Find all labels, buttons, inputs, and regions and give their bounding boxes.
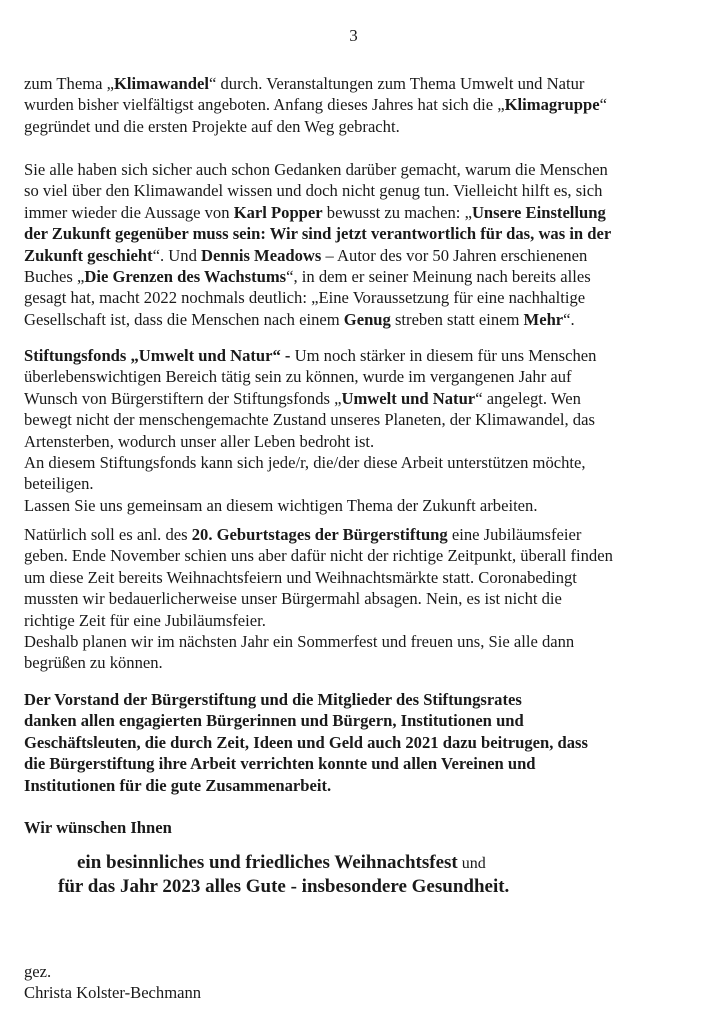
text-line xyxy=(24,180,611,201)
bold-text: Geschäftsleuten, die durch Zeit, Ideen und Geld auch 2021 dazu beitrugen, dass xyxy=(24,732,588,752)
text-line xyxy=(24,817,172,838)
text-line xyxy=(24,73,607,94)
bold-text: Unsere Einstellung xyxy=(471,202,606,222)
bold-text: Institutionen für die gute Zusammenarbeit. xyxy=(24,775,332,795)
text-line xyxy=(24,452,596,473)
bold-text: Die Grenzen des Wachstums xyxy=(84,267,287,287)
text: “ durch. Veranstaltungen zum Thema Umwelt und Natur xyxy=(208,74,585,93)
text: “. xyxy=(563,309,575,329)
text: gez. xyxy=(24,962,52,981)
text-line xyxy=(24,610,613,631)
text: bewusst zu machen: „ xyxy=(322,202,472,222)
paragraph-jubilaeum xyxy=(24,524,613,674)
bold-text: Klimagruppe xyxy=(504,95,600,115)
paragraph-wishes-intro xyxy=(24,817,172,838)
text: beteiligen. xyxy=(24,474,94,494)
greeting-tail: und xyxy=(457,855,486,872)
text-line xyxy=(24,545,613,566)
text: um diese Zeit bereits Weihnachtsfeiern und Weihnachtsmärkte statt. Coronabedingt xyxy=(24,567,577,587)
text-line xyxy=(24,388,596,409)
text-line xyxy=(24,473,596,494)
text: Wunsch von Bürgerstiftern der Stiftungsfonds „ xyxy=(24,388,342,408)
text-line xyxy=(24,732,588,753)
bold-text: Dennis Meadows xyxy=(201,245,322,265)
text: gegründet und die ersten Projekte auf den Weg gebracht. xyxy=(24,116,400,136)
paragraph-klimagruppe xyxy=(24,73,607,137)
text-line xyxy=(24,409,596,430)
text: “. Und xyxy=(152,245,202,265)
bold-text: Genug xyxy=(343,309,391,329)
text-line xyxy=(24,159,611,180)
text: mussten wir bedauerlicherweise unser Bürgermahl absagen. Nein, es ist nicht die xyxy=(24,589,562,609)
bold-text: Wir wünschen Ihnen xyxy=(24,818,172,837)
text-line xyxy=(24,961,201,982)
signature xyxy=(24,961,201,1004)
greeting-line-2: für das Jahr 2023 alles Gute - insbesondere Gesundheit. xyxy=(58,876,510,897)
text-line xyxy=(24,524,613,545)
text: richtige Zeit für eine Jubiläumsfeier. xyxy=(24,610,266,630)
text: bewegt nicht der menschengemachte Zustand unseres Planeten, der Klimawandel, das xyxy=(24,410,595,430)
bold-text: Stiftungsfonds „Umwelt und Natur“ - xyxy=(24,346,291,365)
text: Gesellschaft ist, dass die Menschen nach einem xyxy=(24,309,344,329)
text: begrüßen zu können. xyxy=(24,653,163,673)
text-line xyxy=(24,287,611,308)
text: streben statt einem xyxy=(390,309,524,329)
text-line xyxy=(24,775,588,796)
paragraph-stiftungsfonds xyxy=(24,345,596,516)
text: Um noch stärker in diesem für uns Menschen xyxy=(290,346,597,365)
bold-text: 20. Geburtstages der Bürgerstiftung xyxy=(191,525,448,544)
greeting-bold: ein besinnliches und friedliches Weihnachtsfest xyxy=(77,852,458,873)
bold-text: Mehr xyxy=(523,309,564,329)
text: immer wieder die Aussage von xyxy=(24,202,234,222)
text: “ xyxy=(599,95,607,115)
text-line xyxy=(24,631,613,652)
text: geben. Ende November schien uns aber dafür nicht der richtige Zeitpunkt, überall finden xyxy=(24,546,613,566)
text-line xyxy=(24,588,613,609)
text-line xyxy=(24,266,611,287)
text: – Autor des vor 50 Jahren erschienenen xyxy=(321,245,588,265)
text-line xyxy=(24,431,596,452)
text: Christa Kolster-Bechmann xyxy=(24,983,202,1003)
text: wurden bisher vielfältigst angeboten. Anfang dieses Jahres hat sich die „ xyxy=(24,95,505,115)
text: An diesem Stiftungsfonds kann sich jede/r, die/der diese Arbeit unterstützen möchte, xyxy=(24,453,586,473)
text: Buches „ xyxy=(24,267,85,287)
text: “ angelegt. Wen xyxy=(475,388,581,408)
text-line xyxy=(24,94,607,115)
text-line xyxy=(24,689,588,710)
bold-text: der Zukunft gegenüber muss sein: Wir sind jetzt verantwortlich für das, was in der xyxy=(24,224,612,244)
text-line xyxy=(24,495,596,516)
text-line xyxy=(24,345,596,366)
text-line xyxy=(24,245,611,266)
text-line xyxy=(24,753,588,774)
bold-text: Zukunft geschieht xyxy=(24,245,153,265)
text: überlebenswichtigen Bereich tätig sein zu können, wurde im vergangenen Jahr auf xyxy=(24,367,572,387)
text-line xyxy=(24,116,607,137)
text: Artensterben, wodurch unser aller Leben bedroht ist. xyxy=(24,431,375,451)
page-number: 3 xyxy=(349,26,358,45)
paragraph-popper-meadows xyxy=(24,159,611,330)
text: gesagt hat, macht 2022 nochmals deutlich: „Eine Voraussetzung für eine nachhaltige xyxy=(24,288,586,308)
bold-text: Umwelt und Natur xyxy=(341,388,476,408)
text-line xyxy=(24,567,613,588)
text: zum Thema „ xyxy=(24,74,115,93)
bold-text: Der Vorstand der Bürgerstiftung und die Mitglieder des Stiftungsrates xyxy=(24,690,522,709)
text-line xyxy=(24,652,613,673)
text-line xyxy=(24,202,611,223)
text: eine Jubiläumsfeier xyxy=(447,525,582,544)
text: “, in dem er seiner Meinung nach bereits alles xyxy=(286,267,591,287)
bold-text: danken allen engagierten Bürgerinnen und Bürgern, Institutionen und xyxy=(24,711,524,731)
text: so viel über den Klimawandel wissen und doch nicht genug tun. Vielleicht hilft es, sich xyxy=(24,181,603,201)
bold-text: Karl Popper xyxy=(233,202,323,222)
text: Deshalb planen wir im nächsten Jahr ein Sommerfest und freuen uns, Sie alle dann xyxy=(24,632,575,652)
text: Sie alle haben sich sicher auch schon Gedanken darüber gemacht, warum die Menschen xyxy=(24,160,608,179)
text-line xyxy=(24,309,611,330)
text: Natürlich soll es anl. des xyxy=(24,525,192,544)
paragraph-dank xyxy=(24,689,588,796)
text-line xyxy=(24,223,611,244)
bold-text: die Bürgerstiftung ihre Arbeit verrichten konnte und allen Vereinen und xyxy=(24,754,536,774)
text: Lassen Sie uns gemeinsam an diesem wichtigen Thema der Zukunft arbeiten. xyxy=(24,495,538,515)
text-line xyxy=(24,366,596,387)
greeting-line-1 xyxy=(77,852,486,874)
text-line xyxy=(24,982,201,1003)
bold-text: Klimawandel xyxy=(114,74,209,93)
text-line xyxy=(24,710,588,731)
